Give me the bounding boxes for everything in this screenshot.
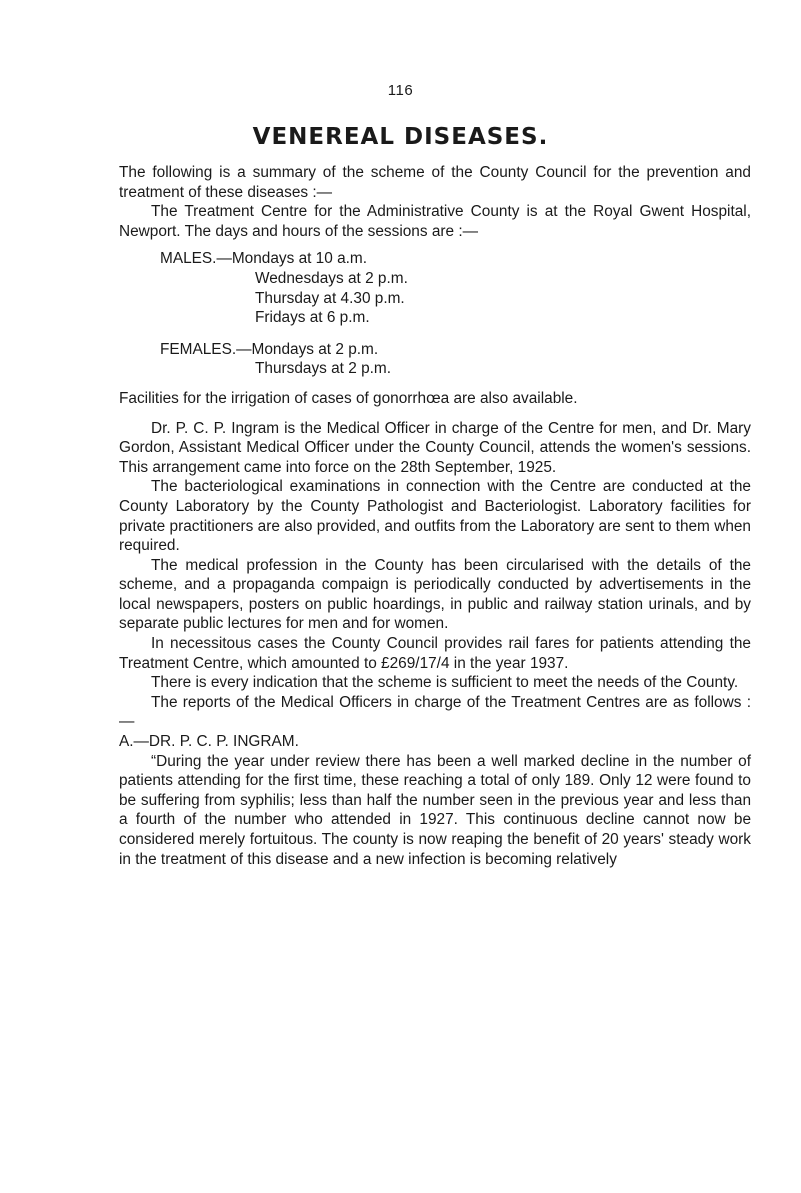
irrigation-paragraph: Facilities for the irrigation of cases of gonorrhœa are also available. [119, 389, 578, 407]
centre-paragraph: The Treatment Centre for the Administrative County is at the Royal Gwent Hospital, Newport. The days and hours of the sessions are :— [119, 203, 751, 240]
fares-paragraph: In necessitous cases the County Council provides rail fares for patients attending the Treatment Centre, which amounted to £269/17/4 in the year 1937. [119, 635, 751, 672]
intro-paragraph: The following is a summary of the scheme of the County Council for the prevention and treatment of these diseases :— [119, 164, 751, 201]
page-number: 116 [387, 82, 414, 99]
propaganda-paragraph: The medical profession in the County has been circularised with the details of the scheme, and a propaganda compaign is periodically conducted by advertisements in the local newspapers, posters on public hoardings, in public and railway station urinals, and by separate public lectures for men and for women. [119, 556, 751, 633]
males-schedule [119, 249, 751, 327]
bacteriological-paragraph: The bacteriological examinations in connection with the Centre are conducted at the County Laboratory by the County Pathologist and Bacteriologist. Laboratory facilities for private practitioners are also provided, and outfits from the Laboratory are sent to them when required. [119, 478, 751, 555]
males-session-3: Thursday at 4.30 p.m. [255, 289, 405, 307]
section-a-text: “During the year under review there has been a well marked decline in the number of patients attending for the first time, these reaching a total of only 189. Only 12 were found to be suffering from syphilis; less than half the number seen in the previous year and less than a fourth of the number who attended in 1927. This continuous decline cannot now be considered merely fortuitous. The county is now reaping the benefit of 20 years' steady work in the treatment of this disease and a new infection is becoming relatively [119, 752, 751, 868]
reports-paragraph: The reports of the Medical Officers in charge of the Treatment Centres are as follows :— [119, 693, 751, 731]
females-schedule [119, 340, 751, 379]
females-label: FEMALES.— [160, 340, 252, 358]
males-session-4: Fridays at 6 p.m. [255, 309, 370, 327]
females-session-2: Thursdays at 2 p.m. [255, 360, 392, 378]
males-session-1: Mondays at 10 a.m. [231, 250, 368, 268]
males-label: MALES.— [160, 250, 232, 268]
males-session-2: Wednesdays at 2 p.m. [255, 269, 408, 287]
section-a-heading: A.—DR. P. C. P. INGRAM. [119, 733, 299, 751]
sufficient-paragraph: There is every indication that the scheme is sufficient to meet the needs of the County. [151, 674, 739, 692]
document-body [119, 163, 751, 869]
officers-paragraph: Dr. P. C. P. Ingram is the Medical Officer in charge of the Centre for men, and Dr. Mary Gordon, Assistant Medical Officer under the County Council, attends the women's sessions. This arrangement came into force on the 28th September, 1925. [119, 419, 751, 476]
females-session-1: Mondays at 2 p.m. [251, 340, 379, 358]
page-title: VENEREAL DISEASES. [252, 124, 549, 150]
